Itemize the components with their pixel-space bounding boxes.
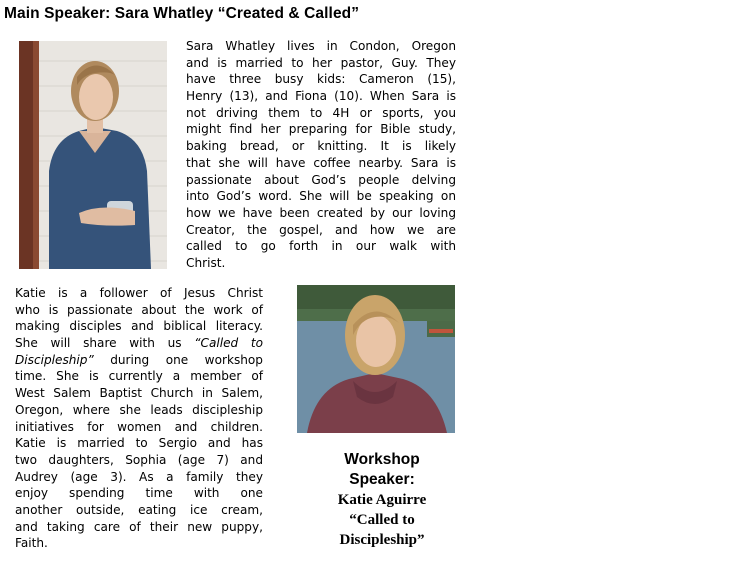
sara-bio-line: Sara Whatley lives in Condon, Oregon [186,39,456,53]
main-speaker-heading: Main Speaker: Sara Whatley “Created & Called” [4,5,360,22]
katie-bio-line [15,335,263,352]
katie-bio-text: during one workshop [93,352,263,367]
sara-bio-line: Creator, the gospel, and how we are [186,222,456,237]
katie-bio-line: another outside, eating ice cream, [15,502,263,517]
sara-bio-line: how we have been created by our loving [186,205,456,220]
katie-bio-text: She will share with us [15,336,195,351]
sara-bio-line: have three busy kids: Cameron (15), [186,72,456,87]
sara-bio-line: called to go forth in our walk with [186,239,456,254]
caption-speaker: Speaker: [349,471,415,488]
caption-talk-title: “Called to [349,512,415,528]
katie-bio-line: Faith. [15,536,48,551]
katie-talk-title-italic: “Called to [194,336,263,351]
sara-bio-line: Christ. [186,255,226,270]
caption-talk-title: Discipleship” [339,532,425,548]
workshop-speaker-caption [322,450,442,550]
sara-bio-line: Henry (13), and Fiona (10). When Sara is [186,89,456,104]
caption-workshop: Workshop [344,451,420,468]
katie-bio-line: who is passionate about the work of [15,302,263,317]
sara-bio-line: that she will have coffee nearby. Sara is [186,155,456,170]
katie-bio [15,285,263,552]
sara-bio-line: and is married to her pastor, Guy. They [186,55,456,70]
caption-speaker-name: Katie Aguirre [337,492,427,508]
sara-bio [186,38,456,272]
katie-bio-line: Audrey (age 3). As a family they [15,469,263,484]
sara-bio-line: not driving them to 4H or sports, you [186,105,456,120]
katie-bio-line: Katie is married to Sergio and has [15,436,263,451]
katie-bio-line [15,352,263,369]
katie-bio-line: two daughters, Sophia (age 7) and [15,452,263,467]
katie-bio-line: initiatives for women and children. [15,419,263,434]
katie-talk-title-italic: Discipleship” [15,352,94,367]
sara-whatley-photo [19,41,167,269]
sara-bio-line: passionate about God’s people delving [186,172,456,187]
katie-bio-line: enjoy spending time with one [15,486,263,501]
katie-aguirre-photo [297,285,455,433]
katie-bio-line: Oregon, where she leads discipleship [15,402,263,417]
katie-bio-line: making disciples and biblical literacy. [15,319,263,334]
katie-bio-line: West Salem Baptist Church in Salem, [15,386,263,401]
sara-bio-line: into God’s word. She will be speaking on [186,189,456,204]
sara-bio-line: baking bread, or knitting. It is likely [186,139,456,154]
sara-bio-line: might find her preparing for Bible study, [186,122,456,137]
katie-bio-line: time. She is currently a member of [15,369,263,384]
katie-bio-line: and taking care of their new puppy, [15,519,263,534]
katie-bio-line: Katie is a follower of Jesus Christ [15,286,263,300]
